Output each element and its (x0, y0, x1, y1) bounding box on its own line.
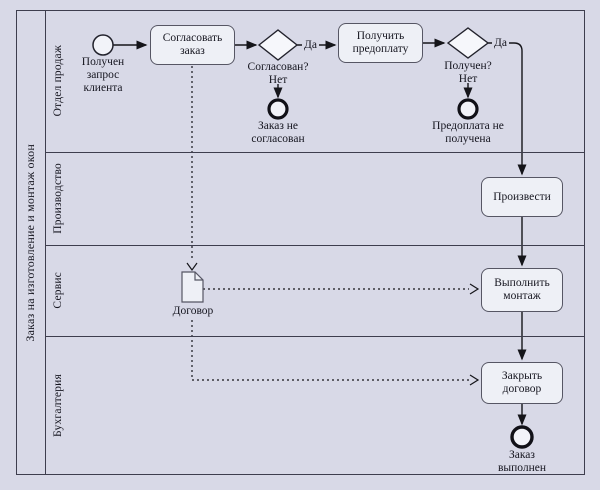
lane-sales (45, 10, 71, 152)
task-agree-order: Согласовать заказ (150, 25, 235, 65)
document-contract-label: Договор (172, 305, 214, 317)
end-no-prepayment-label: Предоплата не получена (432, 120, 504, 145)
start-event-label: Получен запрос клиента (81, 56, 125, 94)
task-produce: Произвести (481, 177, 563, 217)
lane-divider-2 (46, 245, 585, 246)
task-get-prepayment: Получить предоплату (338, 23, 423, 63)
lane-service (45, 245, 71, 336)
gateway-agreed-question: Согласован? (247, 61, 309, 73)
lane-service-label: Сервис (52, 272, 64, 309)
task-perform-installation: Выполнить монтаж (481, 268, 563, 312)
gateway-agreed-yes-label: Да (304, 39, 317, 51)
pool-title-text: Заказ на изготовление и монтаж окон (23, 143, 37, 342)
lane-divider-3 (46, 336, 585, 337)
gateway-agreed-no-label: Нет (268, 74, 288, 86)
task-close-contract: Закрыть договор (481, 362, 563, 404)
lane-accounting (45, 336, 71, 475)
lane-production (45, 152, 71, 245)
gateway-prepayment-question: Получен? (444, 60, 492, 72)
lane-accounting-label: Бухгалтерия (52, 373, 64, 437)
lane-production-label: Производство (52, 163, 64, 234)
end-not-agreed-label: Заказ не согласован (251, 120, 305, 145)
pool-title (16, 10, 45, 475)
end-done-label: Заказ выполнен (497, 449, 547, 474)
gateway-prepayment-yes-label: Да (494, 37, 507, 49)
lane-sales-label: Отдел продаж (52, 45, 64, 117)
lane-divider-1 (46, 152, 585, 153)
gateway-prepayment-no-label: Нет (458, 73, 478, 85)
